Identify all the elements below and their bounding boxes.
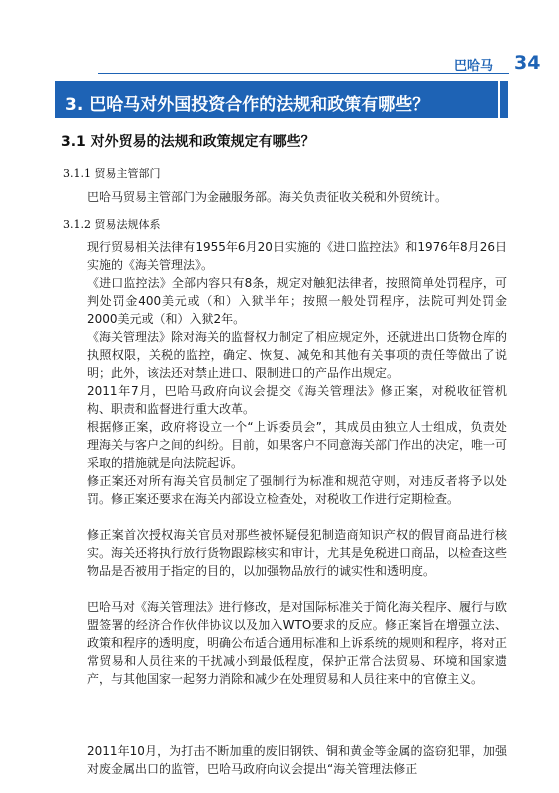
paragraph: 根据修正案，政府将设立一个“上诉委员会”，其成员由独立人士组成，负责处理海关与客户之间的纠纷。目前，如果客户不同意海关部门作出的决定，唯一可采取的措施就是向法院起诉。 bbox=[87, 420, 508, 470]
running-header-country: 巴哈马 bbox=[454, 59, 494, 74]
chapter-title: 3. 巴哈马对外国投资合作的法规和政策有哪些？ bbox=[65, 95, 430, 115]
subsection-title: 3.1.1 贸易主管部门 bbox=[63, 167, 161, 180]
paragraph: 《海关管理法》除对海关的监督权力制定了相应规定外，还就进出口货物仓库的执照权限，关税的监控，确定、恢复、减免和其他有关事项的责任等做出了说明；此外，该法还对禁止进口、限制进口的产品作出规定。 bbox=[87, 330, 508, 380]
paragraph: 巴哈马贸易主管部门为金融服务部。海关负责征收关税和外贸统计。 bbox=[87, 190, 448, 204]
paragraph: 现行贸易相关法律有1955年6月20日实施的《进口监控法》和1976年8月26日实施的《海关管理法》。 bbox=[87, 240, 507, 272]
chapter-banner-tab bbox=[500, 81, 508, 118]
header-divider bbox=[98, 73, 509, 74]
page-number: 34 bbox=[514, 52, 541, 74]
subsection-title: 3.1.2 贸易法规体系 bbox=[63, 218, 161, 231]
paragraph: 修正案还对所有海关官员制定了强制行为标准和规范守则，对违反者将予以处罚。修正案还要求在海关内部设立检查处，对税收工作进行定期检查。 bbox=[87, 474, 507, 506]
paragraph: 2011年7月，巴哈马政府向议会提交《海关管理法》修正案，对税收征管机构、职责和监督进行重大改革。 bbox=[87, 384, 507, 416]
section-title: 3.1 对外贸易的法规和政策规定有哪些？ bbox=[61, 134, 315, 150]
paragraph: 《进口监控法》全部内容只有8条，规定对触犯法律者，按照简单处罚程序，可判处罚金400美元或（和）入狱半年；按照一般处罚程序，法院可判处罚金2000美元或（和）入狱2年。 bbox=[87, 276, 507, 326]
paragraph: 2011年10月，为打击不断加重的废旧钢铁、铜和黄金等金属的盗窃犯罪，加强对废金属出口的监管，巴哈马政府向议会提出“海关管理法修正 bbox=[87, 744, 507, 776]
paragraph: 巴哈马对《海关管理法》进行修改，是对国际标准关于简化海关程序、履行与欧盟签署的经济合作伙伴协议以及加入WTO要求的反应。修正案旨在增强立法、政策和程序的透明度，明确公布适合通用标准和上诉系统的规则和程序，将对正常贸易和人员往来的干扰减小到最低程度，保护正常合法贸易、环境和国家遗产，与其他国家一起努力消除和减少在处理贸易和人员往来中的官僚主义。 bbox=[87, 600, 508, 686]
chapter-banner bbox=[55, 81, 498, 118]
paragraph: 修正案首次授权海关官员对那些被怀疑侵犯制造商知识产权的假冒商品进行核实。海关还将执行放行货物跟踪核实和审计，尤其是免税进口商品，以检查这些物品是否被用于指定的目的，以加强物品放行的诚实性和透明度。 bbox=[87, 528, 508, 578]
